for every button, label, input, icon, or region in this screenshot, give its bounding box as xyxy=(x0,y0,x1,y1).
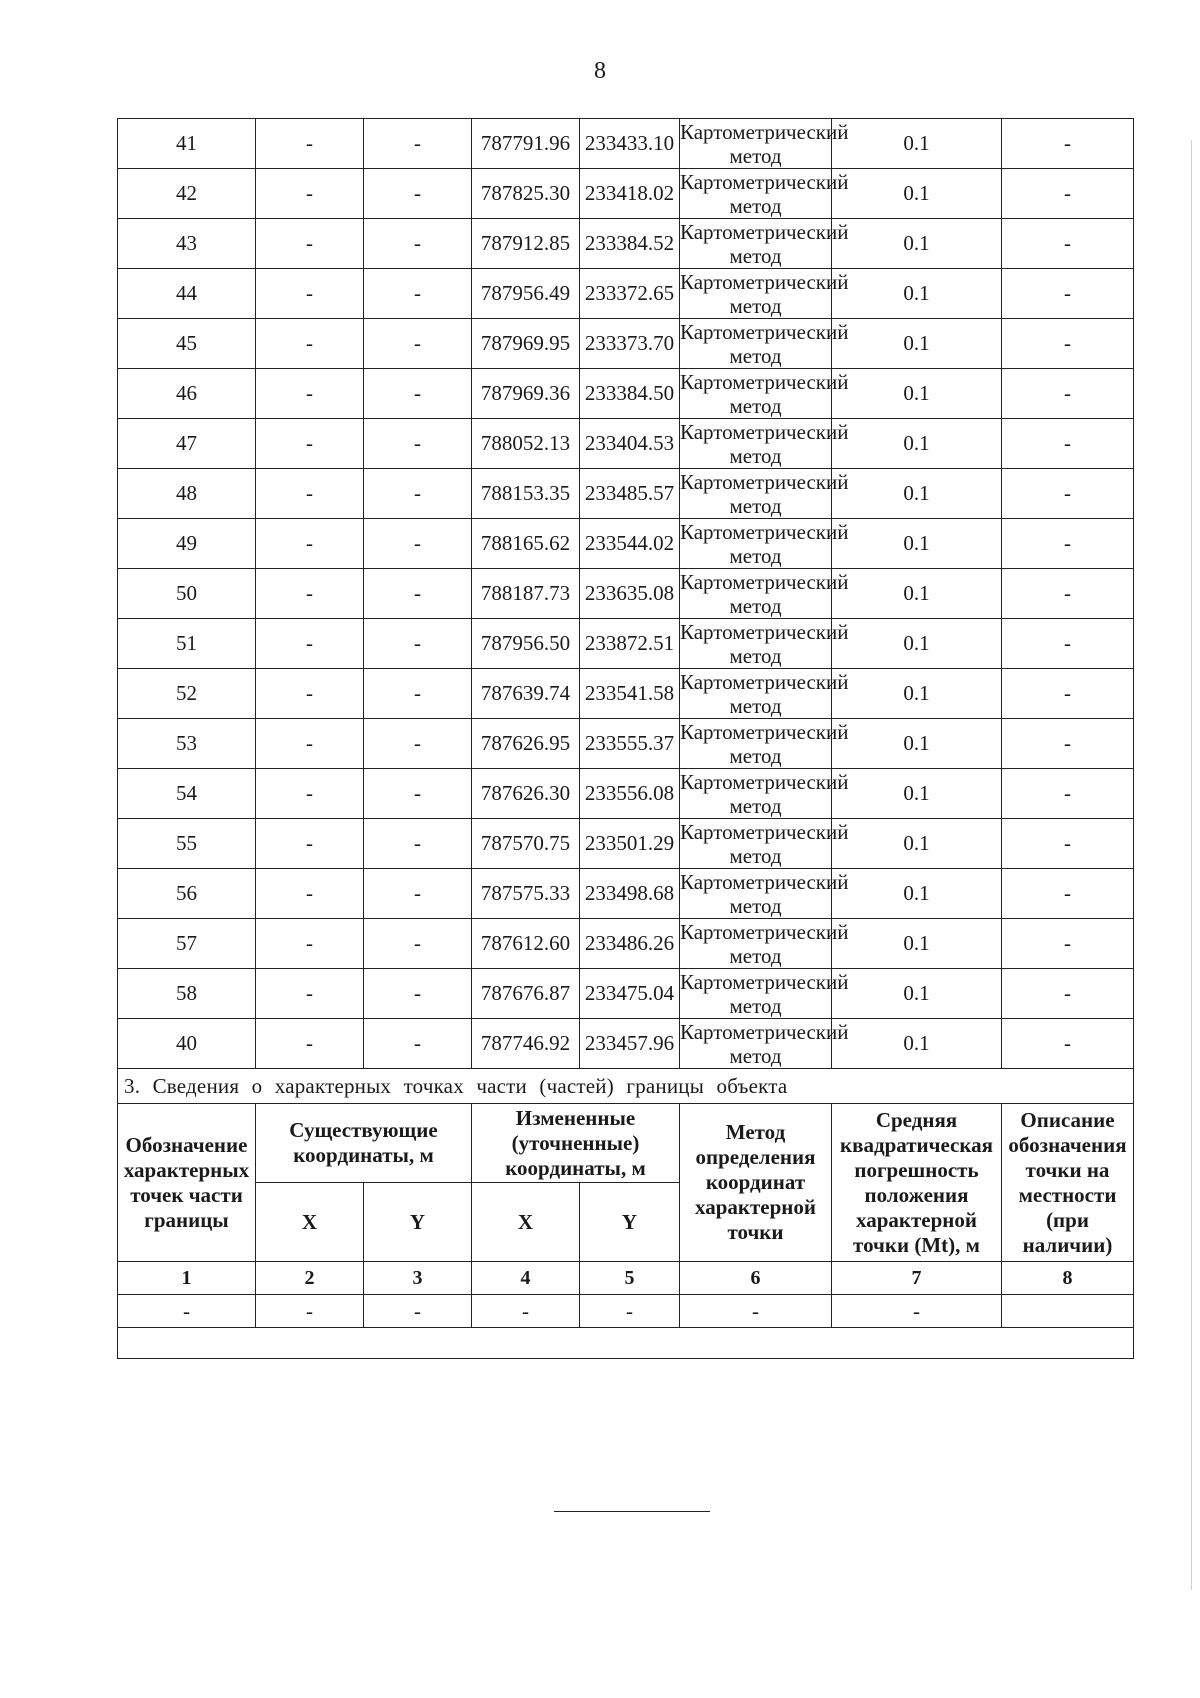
x-coordinate-cell: 787570.75 xyxy=(472,819,580,869)
method-cell: Картометрический метод xyxy=(680,719,849,768)
header-designation: Обозначение характерных точек части границы xyxy=(118,1104,256,1262)
method-cell: Картометрический метод xyxy=(680,169,849,218)
point-id-cell: 56 xyxy=(118,869,256,919)
x-coordinate-cell: 788153.35 xyxy=(472,469,580,519)
existing-x-cell: - xyxy=(256,319,364,369)
method-cell: Картометрический метод xyxy=(680,869,849,918)
existing-y-cell: - xyxy=(364,219,472,269)
column-number: 6 xyxy=(680,1262,832,1295)
mean-error-cell: 0.1 xyxy=(832,219,1002,269)
coordinate-rows xyxy=(118,119,1134,1069)
column-number: 7 xyxy=(832,1262,1002,1295)
mean-error-cell: 0.1 xyxy=(832,619,1002,669)
mean-error-cell: 0.1 xyxy=(832,819,1002,869)
y-coordinate-cell: 233544.02 xyxy=(580,519,680,569)
point-id-cell: 41 xyxy=(118,119,256,169)
description-cell: - xyxy=(1002,219,1134,269)
description-cell: - xyxy=(1002,919,1134,969)
method-cell: Картометрический метод xyxy=(680,219,849,268)
method-cell: Картометрический метод xyxy=(680,469,849,518)
header-changed-x: X xyxy=(472,1183,580,1262)
scan-edge xyxy=(1191,140,1192,1590)
existing-y-cell: - xyxy=(364,269,472,319)
existing-y-cell: - xyxy=(364,669,472,719)
header-changed-y: Y xyxy=(580,1183,680,1262)
point-id-cell: 49 xyxy=(118,519,256,569)
table-row xyxy=(118,669,1134,719)
point-id-cell: 58 xyxy=(118,969,256,1019)
x-coordinate-cell: 787956.50 xyxy=(472,619,580,669)
mean-error-cell: 0.1 xyxy=(832,369,1002,419)
mean-error-cell: 0.1 xyxy=(832,519,1002,569)
table-row xyxy=(118,469,1134,519)
dash-cell xyxy=(1002,1295,1134,1328)
existing-x-cell: - xyxy=(256,1019,364,1069)
dash-cell: - xyxy=(364,1295,472,1328)
y-coordinate-cell: 233418.02 xyxy=(580,169,680,219)
existing-y-cell: - xyxy=(364,919,472,969)
x-coordinate-cell: 787912.85 xyxy=(472,219,580,269)
existing-x-cell: - xyxy=(256,719,364,769)
table-row xyxy=(118,119,1134,169)
y-coordinate-cell: 233373.70 xyxy=(580,319,680,369)
column-number-row xyxy=(118,1262,1134,1295)
y-coordinate-cell: 233541.58 xyxy=(580,669,680,719)
header-method: Метод определения координат характерной точки xyxy=(680,1104,832,1262)
method-cell: Картометрический метод xyxy=(680,319,849,368)
point-id-cell: 51 xyxy=(118,619,256,669)
description-cell: - xyxy=(1002,769,1134,819)
description-cell: - xyxy=(1002,819,1134,869)
existing-y-cell: - xyxy=(364,819,472,869)
point-id-cell: 44 xyxy=(118,269,256,319)
boundary-points-table xyxy=(117,118,1134,1359)
header-description: Описание обозначения точки на местности (при наличии) xyxy=(1002,1104,1134,1262)
mean-error-cell: 0.1 xyxy=(832,469,1002,519)
section-3-title: 3. Сведения о характерных точках части (частей) границы объекта xyxy=(118,1069,1134,1104)
existing-y-cell: - xyxy=(364,769,472,819)
table-row xyxy=(118,919,1134,969)
table-row xyxy=(118,419,1134,469)
existing-y-cell: - xyxy=(364,469,472,519)
y-coordinate-cell: 233872.51 xyxy=(580,619,680,669)
method-cell: Картометрический метод xyxy=(680,419,849,468)
existing-y-cell: - xyxy=(364,969,472,1019)
existing-x-cell: - xyxy=(256,569,364,619)
footer-divider xyxy=(554,1511,710,1512)
y-coordinate-cell: 233555.37 xyxy=(580,719,680,769)
dash-cell: - xyxy=(472,1295,580,1328)
existing-y-cell: - xyxy=(364,369,472,419)
table-row xyxy=(118,169,1134,219)
header-changed-coordinates: Измененные (уточненные) координаты, м xyxy=(472,1104,680,1183)
section-3 xyxy=(118,1069,1134,1359)
empty-row xyxy=(118,1328,1134,1359)
description-cell: - xyxy=(1002,369,1134,419)
point-id-cell: 42 xyxy=(118,169,256,219)
method-cell: Картометрический метод xyxy=(680,969,849,1018)
mean-error-cell: 0.1 xyxy=(832,919,1002,969)
mean-error-cell: 0.1 xyxy=(832,319,1002,369)
method-cell: Картометрический метод xyxy=(680,919,849,968)
method-cell: Картометрический метод xyxy=(680,369,849,418)
x-coordinate-cell: 787746.92 xyxy=(472,1019,580,1069)
method-cell: Картометрический метод xyxy=(680,669,849,718)
mean-error-cell: 0.1 xyxy=(832,769,1002,819)
dash-row xyxy=(118,1295,1134,1328)
page-number: 8 xyxy=(594,58,606,84)
description-cell: - xyxy=(1002,319,1134,369)
x-coordinate-cell: 787626.95 xyxy=(472,719,580,769)
method-cell: Картометрический метод xyxy=(680,769,849,818)
header-mean-error: Средняя квадратическая погрешность положения характерной точки (Mt), м xyxy=(832,1104,1002,1262)
table-row xyxy=(118,819,1134,869)
y-coordinate-cell: 233384.52 xyxy=(580,219,680,269)
description-cell: - xyxy=(1002,519,1134,569)
existing-x-cell: - xyxy=(256,969,364,1019)
method-cell: Картометрический метод xyxy=(680,819,849,868)
header-existing-x: X xyxy=(256,1183,364,1262)
existing-x-cell: - xyxy=(256,419,364,469)
existing-x-cell: - xyxy=(256,619,364,669)
existing-y-cell: - xyxy=(364,519,472,569)
table-row xyxy=(118,369,1134,419)
table-row xyxy=(118,269,1134,319)
existing-x-cell: - xyxy=(256,669,364,719)
existing-y-cell: - xyxy=(364,119,472,169)
x-coordinate-cell: 787676.87 xyxy=(472,969,580,1019)
existing-y-cell: - xyxy=(364,619,472,669)
mean-error-cell: 0.1 xyxy=(832,169,1002,219)
y-coordinate-cell: 233433.10 xyxy=(580,119,680,169)
description-cell: - xyxy=(1002,569,1134,619)
point-id-cell: 54 xyxy=(118,769,256,819)
point-id-cell: 50 xyxy=(118,569,256,619)
point-id-cell: 52 xyxy=(118,669,256,719)
description-cell: - xyxy=(1002,419,1134,469)
dash-cell: - xyxy=(680,1295,832,1328)
existing-x-cell: - xyxy=(256,269,364,319)
dash-cell: - xyxy=(832,1295,1002,1328)
method-cell: Картометрический метод xyxy=(680,1019,849,1068)
x-coordinate-cell: 787969.95 xyxy=(472,319,580,369)
existing-x-cell: - xyxy=(256,919,364,969)
column-number: 2 xyxy=(256,1262,364,1295)
existing-x-cell: - xyxy=(256,169,364,219)
mean-error-cell: 0.1 xyxy=(832,269,1002,319)
empty-cell xyxy=(118,1328,1134,1359)
y-coordinate-cell: 233457.96 xyxy=(580,1019,680,1069)
existing-y-cell: - xyxy=(364,319,472,369)
description-cell: - xyxy=(1002,669,1134,719)
column-number: 8 xyxy=(1002,1262,1134,1295)
mean-error-cell: 0.1 xyxy=(832,419,1002,469)
description-cell: - xyxy=(1002,269,1134,319)
existing-x-cell: - xyxy=(256,869,364,919)
mean-error-cell: 0.1 xyxy=(832,119,1002,169)
table-row xyxy=(118,719,1134,769)
description-cell: - xyxy=(1002,619,1134,669)
description-cell: - xyxy=(1002,969,1134,1019)
x-coordinate-cell: 787639.74 xyxy=(472,669,580,719)
dash-cell: - xyxy=(256,1295,364,1328)
point-id-cell: 46 xyxy=(118,369,256,419)
mean-error-cell: 0.1 xyxy=(832,969,1002,1019)
table-row xyxy=(118,1019,1134,1069)
x-coordinate-cell: 787825.30 xyxy=(472,169,580,219)
description-cell: - xyxy=(1002,869,1134,919)
point-id-cell: 43 xyxy=(118,219,256,269)
existing-x-cell: - xyxy=(256,819,364,869)
dash-cell: - xyxy=(580,1295,680,1328)
point-id-cell: 45 xyxy=(118,319,256,369)
existing-x-cell: - xyxy=(256,519,364,569)
header-existing-y: Y xyxy=(364,1183,472,1262)
mean-error-cell: 0.1 xyxy=(832,669,1002,719)
existing-y-cell: - xyxy=(364,169,472,219)
description-cell: - xyxy=(1002,719,1134,769)
y-coordinate-cell: 233486.26 xyxy=(580,919,680,969)
method-cell: Картометрический метод xyxy=(680,269,849,318)
x-coordinate-cell: 787791.96 xyxy=(472,119,580,169)
method-cell: Картометрический метод xyxy=(680,519,849,568)
column-number: 3 xyxy=(364,1262,472,1295)
y-coordinate-cell: 233384.50 xyxy=(580,369,680,419)
x-coordinate-cell: 787612.60 xyxy=(472,919,580,969)
y-coordinate-cell: 233635.08 xyxy=(580,569,680,619)
x-coordinate-cell: 788165.62 xyxy=(472,519,580,569)
point-id-cell: 57 xyxy=(118,919,256,969)
table-row xyxy=(118,869,1134,919)
point-id-cell: 48 xyxy=(118,469,256,519)
y-coordinate-cell: 233475.04 xyxy=(580,969,680,1019)
existing-y-cell: - xyxy=(364,419,472,469)
table-row xyxy=(118,319,1134,369)
column-number: 1 xyxy=(118,1262,256,1295)
x-coordinate-cell: 787969.36 xyxy=(472,369,580,419)
x-coordinate-cell: 787956.49 xyxy=(472,269,580,319)
method-cell: Картометрический метод xyxy=(680,619,849,668)
column-number: 5 xyxy=(580,1262,680,1295)
table-row xyxy=(118,619,1134,669)
description-cell: - xyxy=(1002,119,1134,169)
table-row xyxy=(118,769,1134,819)
table-row xyxy=(118,519,1134,569)
x-coordinate-cell: 787575.33 xyxy=(472,869,580,919)
point-id-cell: 53 xyxy=(118,719,256,769)
existing-y-cell: - xyxy=(364,869,472,919)
method-cell: Картометрический метод xyxy=(680,119,849,168)
description-cell: - xyxy=(1002,169,1134,219)
mean-error-cell: 0.1 xyxy=(832,869,1002,919)
existing-x-cell: - xyxy=(256,219,364,269)
x-coordinate-cell: 787626.30 xyxy=(472,769,580,819)
y-coordinate-cell: 233556.08 xyxy=(580,769,680,819)
existing-x-cell: - xyxy=(256,769,364,819)
existing-x-cell: - xyxy=(256,369,364,419)
point-id-cell: 47 xyxy=(118,419,256,469)
table-row xyxy=(118,219,1134,269)
mean-error-cell: 0.1 xyxy=(832,1019,1002,1069)
column-number: 4 xyxy=(472,1262,580,1295)
existing-y-cell: - xyxy=(364,1019,472,1069)
y-coordinate-cell: 233404.53 xyxy=(580,419,680,469)
dash-cell: - xyxy=(118,1295,256,1328)
mean-error-cell: 0.1 xyxy=(832,569,1002,619)
y-coordinate-cell: 233372.65 xyxy=(580,269,680,319)
header-existing-coordinates: Существующие координаты, м xyxy=(256,1104,472,1183)
method-cell: Картометрический метод xyxy=(680,569,849,618)
mean-error-cell: 0.1 xyxy=(832,719,1002,769)
y-coordinate-cell: 233498.68 xyxy=(580,869,680,919)
table-row xyxy=(118,569,1134,619)
point-id-cell: 55 xyxy=(118,819,256,869)
x-coordinate-cell: 788052.13 xyxy=(472,419,580,469)
description-cell: - xyxy=(1002,1019,1134,1069)
table-row xyxy=(118,969,1134,1019)
existing-x-cell: - xyxy=(256,469,364,519)
point-id-cell: 40 xyxy=(118,1019,256,1069)
existing-x-cell: - xyxy=(256,119,364,169)
y-coordinate-cell: 233501.29 xyxy=(580,819,680,869)
description-cell: - xyxy=(1002,469,1134,519)
y-coordinate-cell: 233485.57 xyxy=(580,469,680,519)
existing-y-cell: - xyxy=(364,569,472,619)
existing-y-cell: - xyxy=(364,719,472,769)
x-coordinate-cell: 788187.73 xyxy=(472,569,580,619)
